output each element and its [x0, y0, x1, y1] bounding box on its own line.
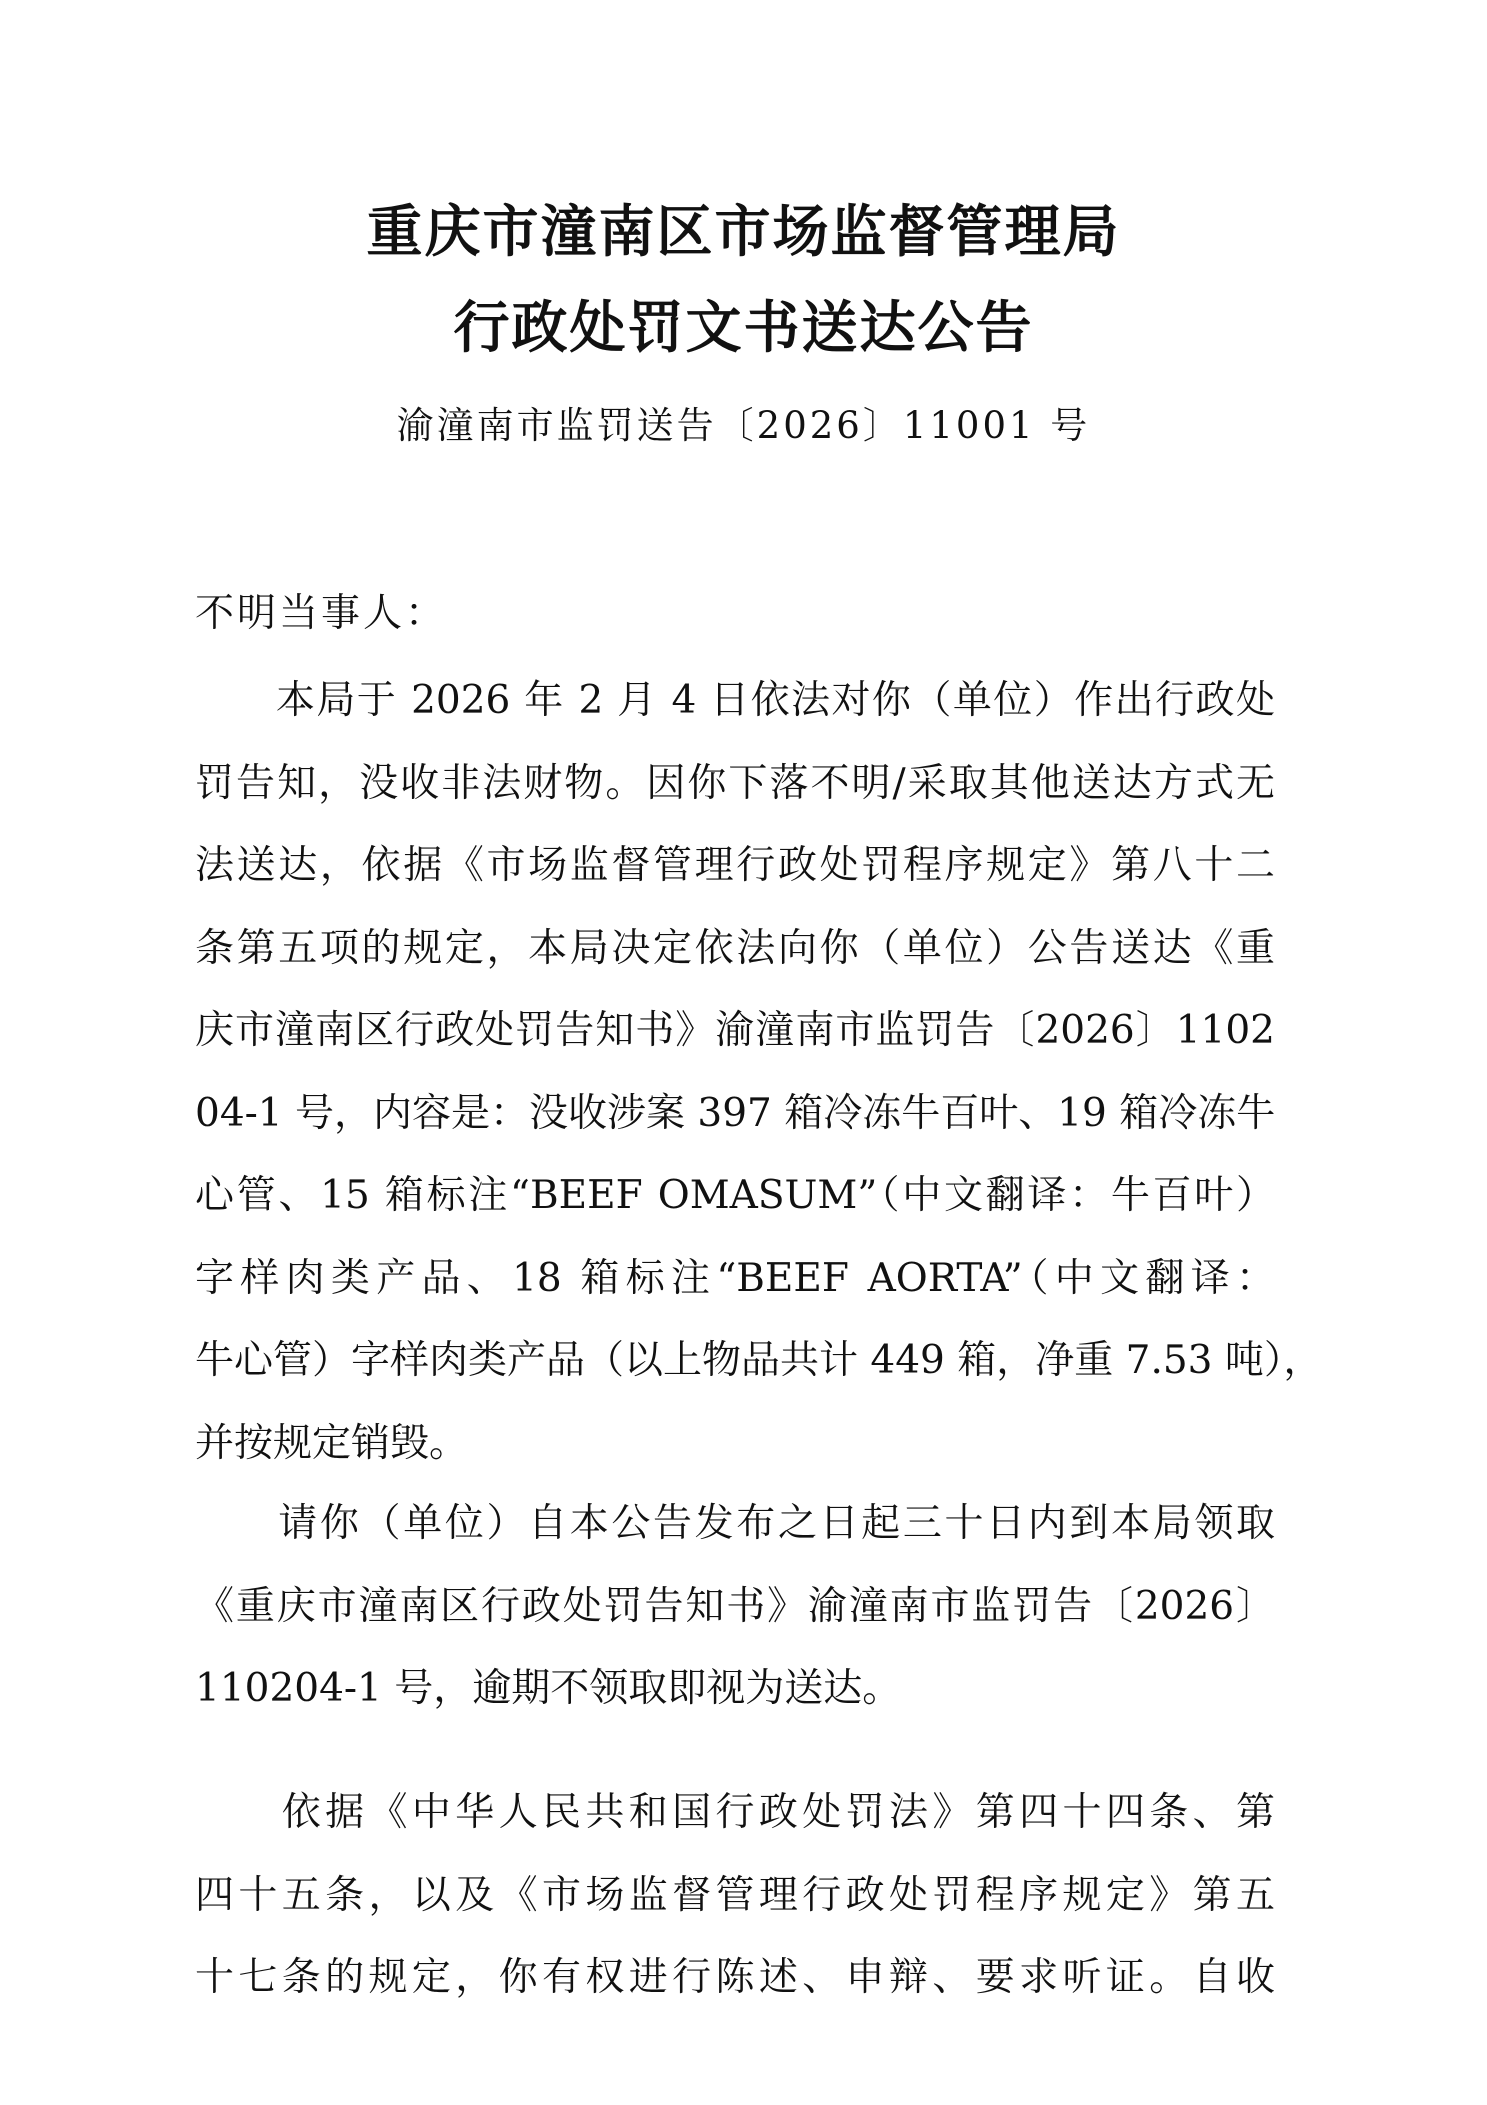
text-line: 请你（单位）自本公告发布之日起三十日内到本局领取	[195, 1501, 1275, 1546]
text-line: 十七条的规定，你有权进行陈述、申辩、要求听证。自收	[195, 1955, 1275, 2000]
addressee: 不明当事人：	[195, 591, 448, 636]
paragraph-1	[195, 660, 1323, 1485]
text-line: 《重庆市潼南区行政处罚告知书》渝潼南市监罚告〔2026〕	[195, 1583, 1275, 1629]
text-line: 110204-1 号，逾期不领取即视为送达。	[195, 1666, 902, 1711]
text-line: 依据《中华人民共和国行政处罚法》第四十四条、第	[195, 1790, 1275, 1835]
text-line: 四十五条，以及《市场监督管理行政处罚程序规定》第五	[195, 1872, 1275, 1918]
text-line: 罚告知，没收非法财物。因你下落不明/采取其他送达方式无	[195, 760, 1275, 806]
text-line: 字样肉类产品、18 箱标注“BEEF AORTA”（中文翻译：	[195, 1255, 1275, 1301]
text-line: 04-1 号，内容是：没收涉案 397 箱冷冻牛百叶、19 箱冷冻牛	[195, 1090, 1276, 1136]
document-number: 渝潼南市监罚送告〔2026〕11001 号	[396, 404, 1091, 447]
text-line: 法送达，依据《市场监督管理行政处罚程序规定》第八十二	[195, 843, 1275, 888]
text-line: 庆市潼南区行政处罚告知书》渝潼南市监罚告〔2026〕1102	[195, 1008, 1275, 1053]
document-title-line1: 重庆市潼南区市场监督管理局	[366, 199, 1121, 265]
text-line: 并按规定销毁。	[195, 1420, 469, 1466]
document-title-line2: 行政处罚文书送达公告	[453, 295, 1034, 361]
text-line: 本局于 2026 年 2 月 4 日依法对你（单位）作出行政处	[195, 678, 1275, 723]
text-line: 牛心管）字样肉类产品（以上物品共计 449 箱，净重 7.53 吨），	[195, 1338, 1323, 1383]
text-line: 条第五项的规定，本局决定依法向你（单位）公告送达《重	[195, 925, 1275, 971]
paragraph-3	[195, 1772, 1275, 2020]
paragraph-2	[195, 1483, 1275, 1731]
text-line: 心管、15 箱标注“BEEF OMASUM”（中文翻译：牛百叶）	[195, 1173, 1275, 1218]
